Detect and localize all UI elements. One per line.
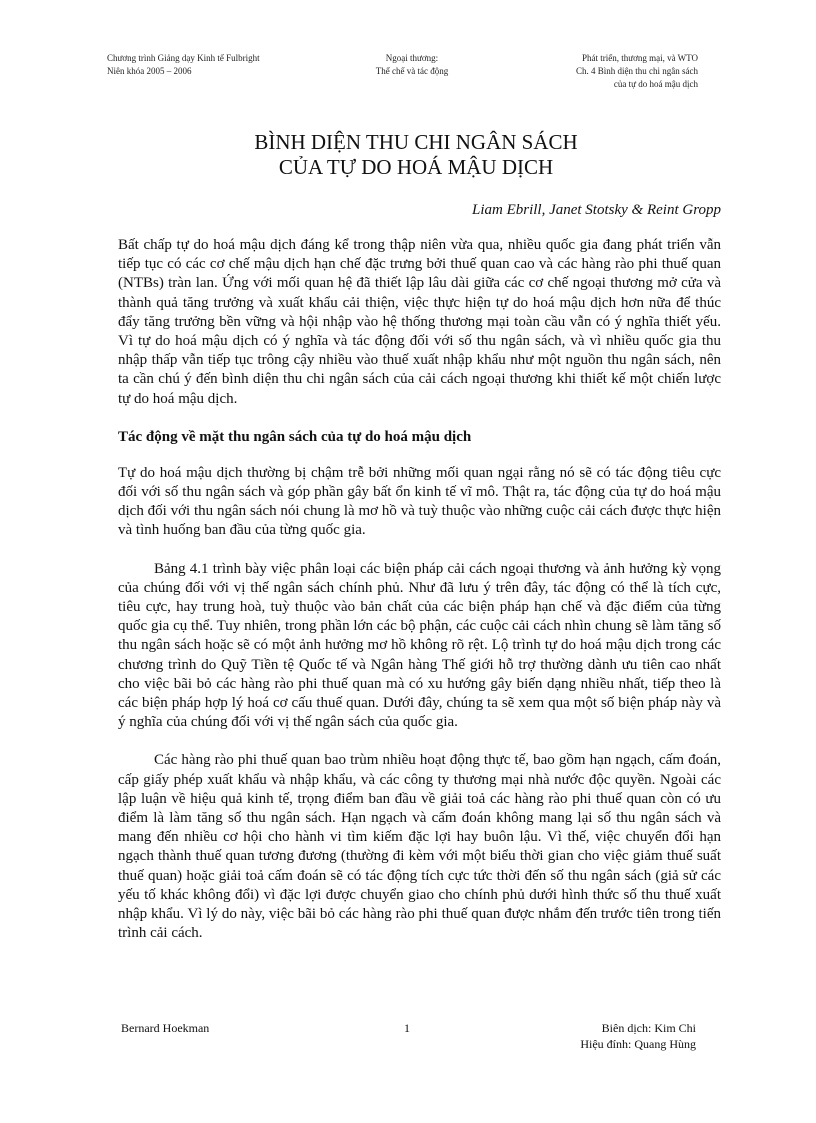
header-subject: Ngoại thương: xyxy=(385,53,439,63)
header-chapter: Ch. 4 Bình diện thu chi ngân sách xyxy=(576,66,698,76)
footer-editor: Hiệu đính: Quang Hùng xyxy=(580,1037,696,1051)
title-line-1: BÌNH DIỆN THU CHI NGÂN SÁCH xyxy=(254,130,578,154)
paragraph-1: Tự do hoá mậu dịch thường bị chậm trễ bởi những mối quan ngại rằng nó sẽ có tác động tiêu cực đối với số thu ngân sách và góp phần gây bất ổn kinh tế vĩ mô. Thật ra, tác động của tự do hoá mậu dịch đối với thu ngân sách nói chung là mơ hồ và tuỳ thuộc vào những cuộc cải cách được thực hiện và tình huống ban đầu của từng quốc gia. xyxy=(118,464,721,539)
header-left xyxy=(107,52,260,78)
header-course: Phát triển, thương mại, và WTO xyxy=(581,53,698,63)
footer-translator: Biên dịch: Kim Chi xyxy=(601,1021,696,1035)
paragraph-2: Bảng 4.1 trình bày việc phân loại các biện pháp cải cách ngoại thương và ảnh hưởng kỳ vọng của chúng đối với vị thế ngân sách chính phủ. Như đã lưu ý trên đây, tác động có thể là tích cực, tiêu cực, hay trung hoà, tuỳ thuộc vào bản chất của các biện pháp hạn chế và đặc điểm của từng quốc gia cụ thể. Tuy nhiên, trong phần lớn các bộ phận, các cuộc cải cách nhìn chung sẽ làm tăng số thu ngân sách hoặc sẽ có một ảnh hưởng mơ hồ không rõ rệt. Lộ trình tự do hoá mậu dịch trong các chương trình do Quỹ Tiền tệ Quốc tế và Ngân hàng Thế giới hỗ trợ thường dành ưu tiên cao nhất cho việc bãi bỏ các hàng rào phi thuế quan mà có xu hướng gây biến dạng nhiều nhất, tiếp theo là các biện pháp hợp lý hoá cơ cấu thuế quan. Dưới đây, chúng ta sẽ xem qua một số biện pháp này và ý nghĩa của chúng đối với vị thế ngân sách của quốc gia. xyxy=(118,560,721,731)
title-line-2: CỦA TỰ DO HOÁ MẬU DỊCH xyxy=(278,155,554,179)
header-right xyxy=(576,52,698,91)
authors: Liam Ebrill, Janet Stotsky & Reint Gropp xyxy=(471,202,721,218)
footer-author: Bernard Hoekman xyxy=(121,1021,210,1035)
footer-credits xyxy=(580,1020,696,1052)
header-subtitle: Thể chế và tác động xyxy=(375,66,449,76)
paragraph-3: Các hàng rào phi thuế quan bao trùm nhiều hoạt động thực tế, bao gồm hạn ngạch, cấm đoán, cấp giấy phép xuất khẩu và nhập khẩu, và các công ty thương mại nhà nước độc quyền. Ngoài các lập luận về hiệu quả kinh tế, trọng điểm ban đầu về giải toả các hàng rào phi thuế quan còn có ưu điểm là làm tăng số thu ngân sách. Hạn ngạch và cấm đoán không mang lại số thu ngân sách và mang đến nhiều cơ hội cho hành vi tìm kiếm đặc lợi hay buôn lậu. Vì thế, việc chuyển đổi hạn ngạch thành thuế quan tương đương (thường đi kèm với một biểu thời gian cho việc giảm thuế suất thuế quan) hoặc giải toả cấm đoán sẽ có tác động tích cực tức thời đến số thu ngân sách (giả sử các yếu tố khác không đổi) vì đặc lợi được chuyển giao cho chính phủ dưới hình thức số thu thuế xuất nhập khẩu. Vì lý do này, việc bãi bỏ các hàng rào phi thuế quan được nhắm đến trước tiên trong tiến trình cải cách. xyxy=(118,752,721,942)
header-middle xyxy=(362,52,462,78)
header-chapter-cont: của tự do hoá mậu dịch xyxy=(613,79,698,89)
document-body xyxy=(118,236,721,963)
intro-paragraph: Bất chấp tự do hoá mậu dịch đáng kể trong thập niên vừa qua, nhiều quốc gia đang phát triển vẫn tiếp tục có các cơ chế mậu dịch hạn chế đặc trưng bởi thuế quan cao và các hàng rào phi thuế quan (NTBs) tràn lan. Ứng với mối quan hệ đã thiết lập lâu dài giữa các cơ chế ngoại thương mở cửa và thành quả tăng trưởng và xuất khẩu cải thiện, việc thực hiện tự do hoá mậu dịch hơn nữa để thúc đẩy tăng trưởng bền vững và hội nhập vào hệ thống thương mại toàn cầu vẫn có ý nghĩa thiết yếu. Vì tự do hoá mậu dịch có ý nghĩa và tác động đối với số thu ngân sách, và vì nhiều quốc gia thu nhập thấp vẫn tiếp tục trông cậy nhiều vào thuế xuất nhập khẩu như một nguồn thu ngân sách, nên ta cần chú ý đến bình diện thu chi ngân sách của cải cách ngoại thương khi thiết kế một chiến lược tự do hoá mậu dịch. xyxy=(118,237,721,407)
section-heading: Tác động về mặt thu ngân sách của tự do hoá mậu dịch xyxy=(118,428,472,445)
header-year: Niên khóa 2005 – 2006 xyxy=(107,66,192,76)
document-title xyxy=(0,130,816,180)
page-number: 1 xyxy=(404,1021,410,1035)
header-program: Chương trình Giảng dạy Kinh tế Fulbright xyxy=(107,53,260,63)
